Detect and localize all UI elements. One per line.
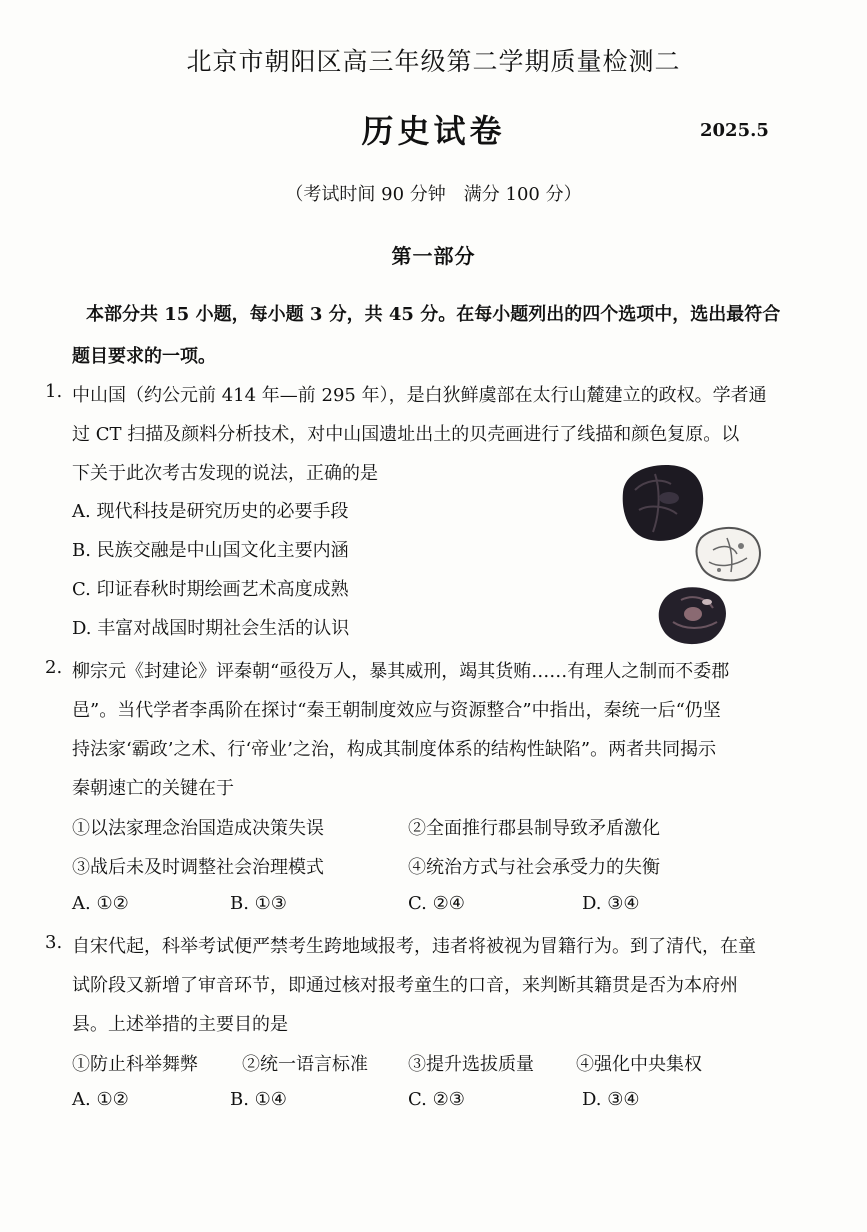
question-2-statement-2: ②全面推行郡县制导致矛盾激化 [408,818,660,839]
instructions-line-1: 本部分共 15 小题，每小题 3 分，共 45 分。在每小题列出的四个选项中，选出最符合 [86,304,781,325]
shell-painting-image [615,462,765,652]
exam-info: （考试时间 90 分钟 满分 100 分） [285,184,582,205]
exam-date: 2025.5 [700,120,769,141]
question-1-option-b[interactable]: B. 民族交融是中山国文化主要内涵 [72,540,349,561]
question-3-number: 3. [45,932,63,953]
question-3-option-b[interactable]: B. ①④ [230,1089,287,1110]
question-3-statement-2: ②统一语言标准 [242,1054,368,1075]
question-3-stem-line: 自宋代起，科举考试便严禁考生跨地域报考，违者将被视为冒籍行为。到了清代，在童 [72,936,756,957]
question-1-option-d[interactable]: D. 丰富对战国时期社会生活的认识 [72,618,350,639]
question-1-stem-line: 中山国（约公元前 414 年—前 295 年），是白狄鲜虞部在太行山麓建立的政权。学者通 [72,385,767,406]
question-2-option-d[interactable]: D. ③④ [582,893,640,914]
question-2-option-b[interactable]: B. ①③ [230,893,287,914]
question-1-stem-line: 过 CT 扫描及颜料分析技术，对中山国遗址出土的贝壳画进行了线描和颜色复原。以 [72,424,740,445]
question-1-number: 1. [45,381,63,402]
question-3-statement-1: ①防止科举舞弊 [72,1054,198,1075]
question-2-stem-line: 持法家‘霸政’之术、行‘帝业’之治，构成其制度体系的结构性缺陷”。两者共同揭示 [72,739,717,760]
question-2-stem-line: 邑”。当代学者李禹阶在探讨“秦王朝制度效应与资源整合”中指出，秦统一后“仍坚 [72,700,721,721]
question-2-stem-line: 秦朝速亡的关键在于 [72,778,234,799]
instructions-line-2: 题目要求的一项。 [72,346,216,367]
section-title: 第一部分 [391,244,476,268]
question-3-stem-line: 试阶段又新增了审音环节，即通过核对报考童生的口音，来判断其籍贯是否为本府州 [72,975,738,996]
question-2-statement-4: ④统治方式与社会承受力的失衡 [408,857,660,878]
question-1-stem-line: 下关于此次考古发现的说法，正确的是 [72,463,378,484]
question-3-statement-4: ④强化中央集权 [576,1054,702,1075]
question-3-option-d[interactable]: D. ③④ [582,1089,640,1110]
question-2-number: 2. [45,657,63,678]
page-title: 历史试卷 [361,112,506,150]
exam-header: 北京市朝阳区高三年级第二学期质量检测二 [186,47,681,76]
question-3-option-c[interactable]: C. ②③ [408,1089,465,1110]
question-2-option-c[interactable]: C. ②④ [408,893,465,914]
question-3-statement-3: ③提升选拔质量 [408,1054,534,1075]
question-3-stem-line: 县。上述举措的主要目的是 [72,1014,288,1035]
question-2-statement-1: ①以法家理念治国造成决策失误 [72,818,324,839]
question-2-statement-3: ③战后未及时调整社会治理模式 [72,857,324,878]
question-1-option-c[interactable]: C. 印证春秋时期绘画艺术高度成熟 [72,579,349,600]
question-2-option-a[interactable]: A. ①② [72,893,129,914]
question-2-stem-line: 柳宗元《封建论》评秦朝“亟役万人，暴其威刑，竭其货贿……有理人之制而不委郡 [72,661,730,682]
question-3-option-a[interactable]: A. ①② [72,1089,129,1110]
question-1-option-a[interactable]: A. 现代科技是研究历史的必要手段 [72,501,349,522]
